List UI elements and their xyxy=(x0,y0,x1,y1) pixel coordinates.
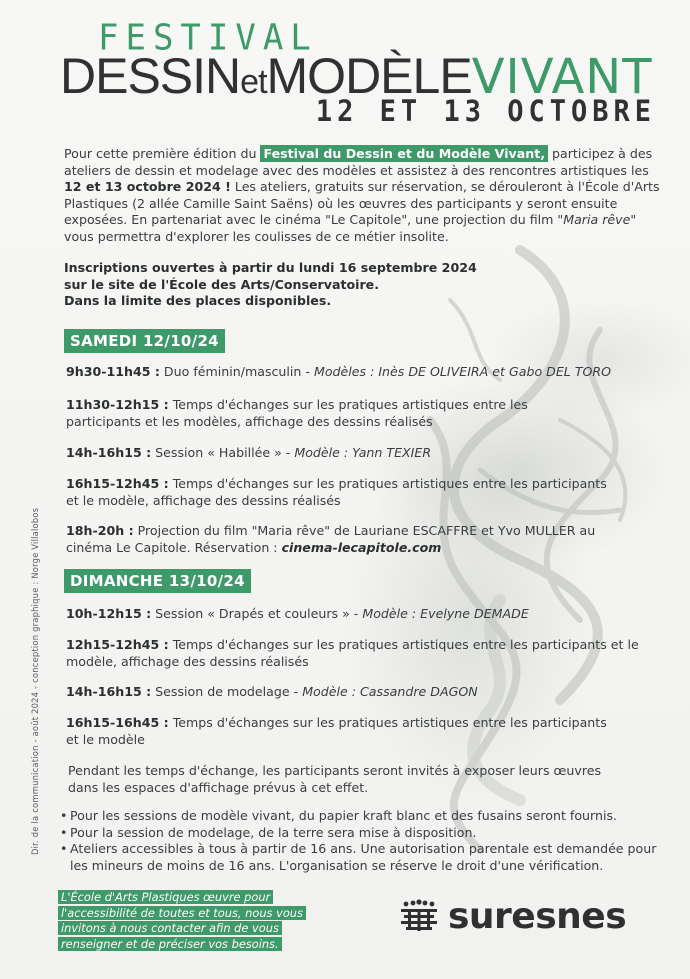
event-model: Modèle : Cassandre DAGON xyxy=(302,684,478,699)
intro-text-4: vous permettra d'explorer les coulisses de ce métier insolite. xyxy=(64,228,449,244)
event-time: 9h30-11h45 : xyxy=(66,364,160,379)
exhibition-note: Pendant les temps d'échange, les participants seront invités à exposer leurs œuvres dans les espaces d'affichage prévus à cet effet. xyxy=(68,763,602,795)
event-text: Session de modelage - xyxy=(151,684,303,699)
event-time: 16h15-16h45 : xyxy=(66,715,169,730)
event-text: Temps d'échanges sur les pratiques artistiques entre les participants et le modèle, affichage des dessins réalisés xyxy=(66,476,607,508)
event-text: Duo féminin/masculin - xyxy=(159,364,314,379)
intro-dates: 12 et 13 octobre 2024 ! xyxy=(64,179,231,195)
suresnes-wordmark: suresnes xyxy=(448,896,627,937)
festival-name-highlight: Festival du Dessin et du Modèle Vivant, xyxy=(260,145,548,162)
registration-line-3: Dans la limite des places disponibles. xyxy=(64,293,332,309)
schedule-item xyxy=(66,397,606,430)
schedule-item xyxy=(66,684,656,701)
event-text: Temps d'échanges sur les pratiques artistiques entre les participants et le modèle, affichage des dessins réalisés xyxy=(66,637,639,669)
schedule-item xyxy=(66,445,656,462)
design-credit: Dir. de la communication - août 2024 - conception graphique : Norge Villalobos xyxy=(30,507,40,855)
schedule-item xyxy=(66,523,626,556)
suresnes-logo xyxy=(398,896,627,937)
list-item: • Pour la session de modelage, de la terre sera mise à disposition. xyxy=(60,825,660,842)
suresnes-emblem-icon xyxy=(398,899,440,935)
event-time: 18h-20h : xyxy=(66,523,134,538)
event-time: 16h15-12h45 : xyxy=(66,476,169,491)
intro-paragraph xyxy=(64,146,664,246)
intro-text-1: Pour cette première édition du xyxy=(64,146,261,161)
intro-text-2: participez à des ateliers de dessin et modelage avec des modèles et assistez à des rencontres artistiques les xyxy=(64,146,653,178)
saturday-badge: SAMEDI 12/10/24 xyxy=(64,329,225,353)
event-text: Temps d'échanges sur les pratiques artistiques entre les participants et les modèles, affichage des dessins réalisés xyxy=(66,397,528,429)
event-text: Session « Habillée » - xyxy=(151,445,295,460)
title-vivant: VIVANT xyxy=(471,49,653,105)
info-bullets xyxy=(60,808,660,874)
registration-info xyxy=(64,260,624,310)
event-time: 14h-16h15 : xyxy=(66,445,152,460)
event-model: Modèles : Inès DE OLIVEIRA et Gabo DEL TORO xyxy=(313,364,612,379)
accessibility-note xyxy=(58,890,318,952)
registration-line-2: sur le site de l'École des Arts/Conservatoire. xyxy=(64,276,379,292)
schedule-item xyxy=(66,364,656,381)
schedule-item xyxy=(66,637,651,670)
sunday-badge: DIMANCHE 13/10/24 xyxy=(64,569,251,593)
event-time: 12h15-12h45 : xyxy=(66,637,169,652)
registration-line-1: Inscriptions ouvertes à partir du lundi 16 septembre 2024 xyxy=(64,260,477,275)
event-model: Modèle : Yann TEXIER xyxy=(294,445,432,460)
event-time: 10h-12h15 : xyxy=(66,606,152,621)
festival-title: FESTIVAL xyxy=(98,17,318,59)
intro-film-title: "Maria rêve" xyxy=(557,212,637,228)
event-model: Modèle : Evelyne DEMADE xyxy=(362,606,529,621)
list-item: • Pour les sessions de modèle vivant, du papier kraft blanc et des fusains seront fournis. xyxy=(60,808,660,825)
schedule-item xyxy=(66,606,656,623)
schedule-item xyxy=(66,715,611,748)
list-item: • Ateliers accessibles à tous à partir de 16 ans. Une autorisation parentale est demandée pour les mineurs de moins de 16 ans. L'organisation se réserve le droit d'une vérification. xyxy=(60,841,660,874)
title-dessin: DESSIN xyxy=(60,48,241,104)
event-text: Session « Drapés et couleurs » - xyxy=(151,606,363,621)
title-modele: MODÈLE xyxy=(266,48,472,104)
accessibility-text: L'École d'Arts Plastiques œuvre pour l'accessibilité de toutes et tous, nous vous invitons à nous contacter afin de vous renseigner et de préciser vos besoins. xyxy=(58,890,306,951)
event-time: 14h-16h15 : xyxy=(66,684,152,699)
schedule-item xyxy=(66,476,611,509)
cinema-link[interactable]: cinema-lecapitole.com xyxy=(281,539,442,555)
event-text: Temps d'échanges sur les pratiques artistiques entre les participants et le modèle xyxy=(66,715,607,747)
intro-text-3: Les ateliers, gratuits sur réservation, se dérouleront à l'École d'Arts Plastiques (2 allée Camille Saint Saëns) où les œuvres des participants y seront ensuite exposées. En partenariat avec le cinéma "Le Capitole", une projection du film xyxy=(64,179,660,228)
event-time: 11h30-12h15 : xyxy=(66,397,169,412)
festival-dates: 12 ET 13 OCTOBRE xyxy=(315,94,656,129)
title-et: et xyxy=(240,63,267,101)
event-text: Projection du film "Maria rêve" de Lauriane ESCAFFRE et Yvo MULLER au cinéma Le Capitole. Réservation : xyxy=(66,523,596,555)
